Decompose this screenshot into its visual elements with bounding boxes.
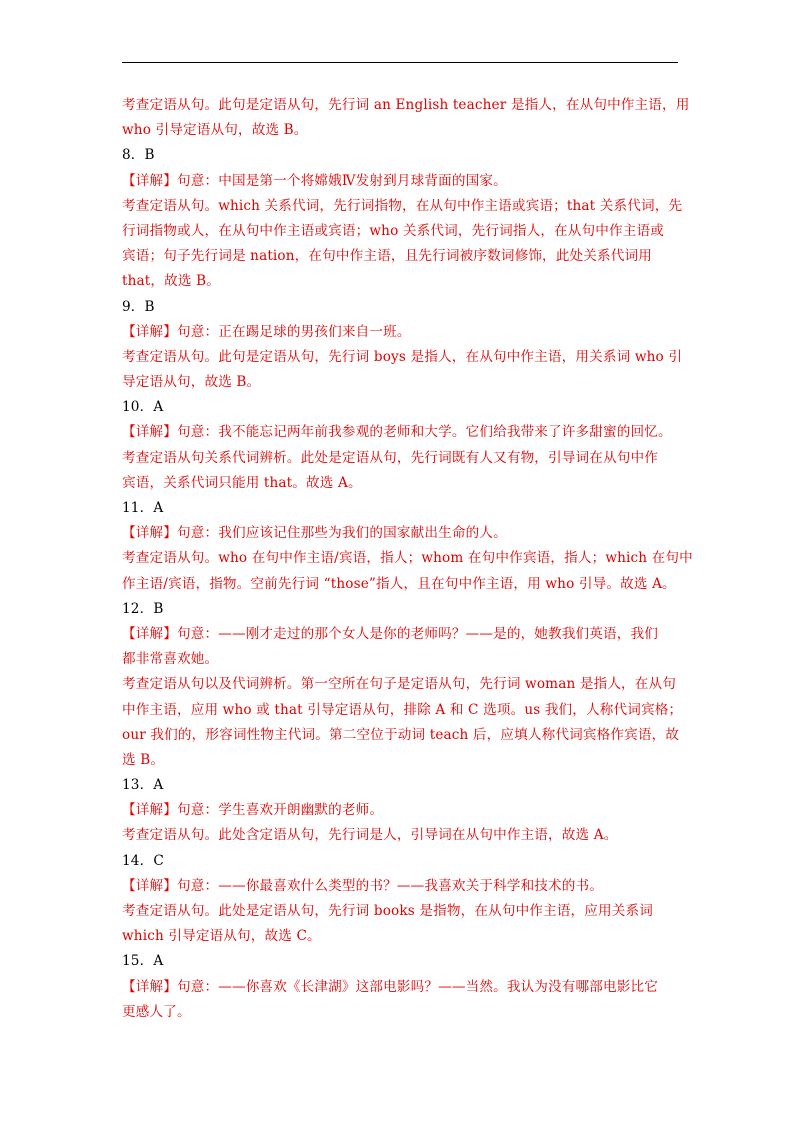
explanation-line: 考查定语从句关系代词辨析。此处是定语从句，先行词既有人又有物，引导词在从句中作 (122, 449, 659, 466)
header-rule (122, 62, 678, 63)
question-answer-number: 9．B (122, 298, 155, 315)
question-answer-number: 8．B (122, 147, 155, 164)
explanation-line: 中作主语，应用 who 或 that 引导定语从句，排除 A 和 C 选项。us 我们，人称代词宾格； (122, 701, 683, 718)
explanation-line: 考查定语从句。此句是定语从句，先行词 an English teacher 是指人，在从句中作主语，用 (122, 97, 690, 113)
explanation-line: 考查定语从句。which 关系代词，先行词指物，在从句中作主语或宾语；that 关系代词，先 (122, 197, 683, 214)
explanation-line: 【详解】句意：——你最喜欢什么类型的书？——我喜欢关于科学和技术的书。 (122, 877, 604, 894)
question-answer-number: 15．A (122, 953, 164, 970)
explanation-line: 【详解】句意：我们应该记住那些为我们的国家献出生命的人。 (122, 525, 507, 542)
explanation-line: 考查定语从句。此句是定语从句，先行词 boys 是指人，在从句中作主语，用关系词 who 引 (122, 348, 683, 365)
explanation-line: 考查定语从句。此处含定语从句，先行词是人，引导词在从句中作主语，故选 A。 (122, 827, 618, 844)
explanation-line: who 引导定语从句，故选 B。 (122, 122, 308, 139)
question-answer-number: 13．A (122, 777, 164, 794)
question-answer-number: 10．A (122, 399, 164, 416)
explanation-line: 宾语，关系代词只能用 that。故选 A。 (122, 474, 362, 491)
question-answer-number: 12．B (122, 600, 164, 617)
explanation-line: 更感人了。 (122, 1003, 191, 1020)
answer-explanations (122, 93, 693, 1025)
explanation-line: 【详解】句意：正在踢足球的男孩们来自一班。 (122, 323, 411, 340)
explanation-line: 【详解】句意：我不能忘记两年前我参观的老师和大学。它们给我带来了许多甜蜜的回忆。 (122, 424, 672, 441)
explanation-line: 行词指物或人，在从句中作主语或宾语；who 关系代词，先行词指人，在从句中作主语或 (122, 222, 665, 239)
explanation-line: our 我们的，形容词性物主代词。第二空位于动词 teach 后，应填人称代词宾格作宾语，故 (122, 726, 680, 743)
explanation-line: which 引导定语从句，故选 C。 (122, 928, 321, 945)
explanation-line: 【详解】句意：——刚才走过的那个女人是你的老师吗？——是的，她教我们英语，我们 (122, 625, 659, 642)
explanation-line: 【详解】句意：中国是第一个将嫦娥Ⅳ发射到月球背面的国家。 (122, 172, 507, 189)
explanation-line: 【详解】句意：学生喜欢开朗幽默的老师。 (122, 802, 384, 819)
explanation-line: 选 B。 (122, 751, 165, 768)
explanation-line: 【详解】句意：——你喜欢《长津湖》这部电影吗？——当然。我认为没有哪部电影比它 (122, 978, 659, 995)
explanation-line: 作主语/宾语，指物。空前先行词 “those”指人，且在句中作主语，用 who 引导。故选 A。 (122, 575, 676, 592)
question-answer-number: 11．A (122, 500, 164, 516)
question-answer-number: 14．C (122, 852, 164, 869)
explanation-line: 考查定语从句。此处是定语从句，先行词 books 是指物，在从句中作主语，应用关系词 (122, 903, 654, 919)
explanation-line: that，故选 B。 (122, 273, 220, 290)
explanation-line: 宾语；句子先行词是 nation，在句中作主语，且先行词被序数词修饰，此处关系代词用 (122, 248, 653, 265)
explanation-line: 考查定语从句以及代词辨析。第一空所在句子是定语从句，先行词 woman 是指人，在从句 (122, 676, 677, 693)
explanation-line: 导定语从句，故选 B。 (122, 374, 261, 391)
explanation-line: 考查定语从句。who 在句中作主语/宾语，指人；whom 在句中作宾语，指人；which 在句中 (122, 550, 693, 567)
explanation-line: 都非常喜欢她。 (122, 651, 219, 668)
